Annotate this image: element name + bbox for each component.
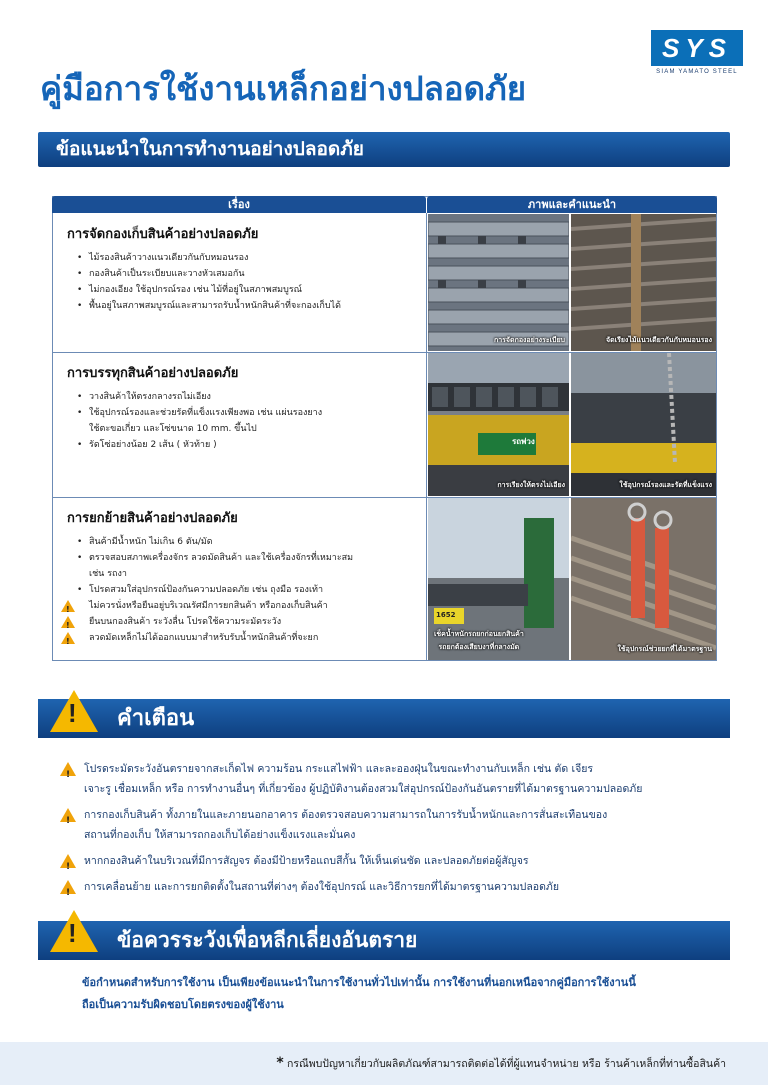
photo-truck-loaded: [428, 353, 569, 496]
warning-list: [58, 759, 748, 903]
warning-item: ! ไม่ควรนั่งหรือยืนอยู่บริเวณรัศมีการยกสินค้า หรือกองเก็บสินค้า: [67, 598, 416, 614]
photo-lifting-hooks: [571, 498, 716, 660]
list-item: • กองสินค้าเป็นระเบียบและวางหัวเสมอกัน: [77, 269, 245, 279]
list-item: • โปรดสวมใส่อุปกรณ์ป้องกันความปลอดภัย เช่น ถุงมือ รองเท้า: [77, 585, 323, 595]
table-row: [53, 499, 426, 659]
warning-triangle-icon: [60, 854, 76, 868]
row-title: การบรรทุกสินค้าอย่างปลอดภัย: [67, 366, 239, 381]
caution-title: ข้อควรระวังเพื่อหลีกเลี่ยงอันตราย: [117, 928, 418, 952]
bullet-list: [67, 389, 416, 453]
footer-note: * กรณีพบปัญหาเกี่ยวกับผลิตภัณฑ์สามารถติดต่อได้ที่ผู้แทนจำหน่าย หรือ ร้านค้าเหล็กที่ท่านซื้อสินค้า: [276, 1055, 726, 1071]
warning-item: ! ยืนบนกองสินค้า ระวังลื่น โปรดใช้ความระมัดระวัง: [67, 614, 416, 630]
column-divider: [426, 213, 427, 661]
warning-triangle-icon: [61, 616, 75, 628]
truck-sign: รถพ่วง: [512, 437, 535, 446]
truck-illustration: [428, 353, 569, 496]
photo-caption: เช็คน้ำหนักรถยกก่อนยกสินค้า รถยกต้องเสียบงาที่กลางมัด: [434, 630, 524, 651]
warning-triangle-icon: [61, 600, 75, 612]
chain-illustration: [571, 353, 716, 496]
warning-triangle-icon: !: [50, 910, 98, 952]
warning-item: ! ลวดมัดเหล็กไม่ได้ออกแบบมาสำหรับรับน้ำหนักสินค้าที่จะยก: [67, 630, 416, 646]
list-item: • สินค้ามีน้ำหนัก ไม่เกิน 6 ตัน/มัด: [77, 537, 213, 547]
warning-item: ! หากกองสินค้าในบริเวณที่มีการสัญจร ต้องมีป้ายหรือแถบสีกั้น ให้เห็นเด่นชัด และปลอดภัยต่อผู้สัญจร: [58, 851, 748, 871]
bullet-list: [67, 534, 416, 646]
warning-title: คำเตือน: [117, 706, 195, 731]
photo-forklift: [428, 498, 569, 660]
photo-caption: ใช้อุปกรณ์ช่วยยกที่ได้มาตรฐาน: [617, 645, 712, 653]
photo-caption: จัดเรียงไม้แนวเดียวกันกับหมอนรอง: [606, 336, 712, 344]
photo-caption: การจัดกองอย่างระเบียบ: [494, 336, 565, 344]
photo-chained-load: [571, 353, 716, 496]
page-title: คู่มือการใช้งานเหล็กอย่างปลอดภัย: [40, 69, 527, 108]
list-item: • ไม่กองเอียง ใช้อุปกรณ์รอง เช่น ไม้ที่อยู่ในสภาพสมบูรณ์: [77, 285, 303, 295]
row-title: การจัดกองเก็บสินค้าอย่างปลอดภัย: [67, 227, 259, 242]
warning-item: ! การเคลื่อนย้าย และการยกติดตั้งในสถานที่ต่างๆ ต้องใช้อุปกรณ์ และวิธีการยกที่ได้มาตรฐานความปลอดภัย: [58, 877, 748, 897]
photo-caption: การเรียงให้ตรงไม่เอียง: [497, 481, 565, 489]
warning-triangle-icon: [60, 808, 76, 822]
sign-number: 1652: [436, 611, 456, 619]
list-item: • รัดโซ่อย่างน้อย 2 เส้น ( หัวท้าย ): [77, 440, 217, 450]
list-item: • ใช้อุปกรณ์รองและช่วยรัดที่แข็งแรงเพียงพอ เช่น แผ่นรองยาง ใช้ตะขอเกี่ยว และโซ่ขนาด 10 mm. ขึ้นไป: [77, 408, 323, 434]
list-item: • ไม้รองสินค้าวางแนวเดียวกันกับหมอนรอง: [77, 253, 249, 263]
photo-aligned-supports: [571, 214, 716, 351]
hooks-illustration: [571, 498, 716, 660]
steel-beams-illustration: [428, 214, 569, 351]
steel-bars-illustration: [571, 214, 716, 351]
warning-triangle-icon: !: [50, 690, 98, 732]
photo-stacked-beams: [428, 214, 569, 351]
table-row: [53, 215, 426, 351]
warning-item: ! โปรดระมัดระวังอันตรายจากสะเก็ดไฟ ความร้อน กระแสไฟฟ้า และละอองฝุ่นในขณะทำงานกับเหล็ก เช่น ตัด เจียร เจาะรู เชื่อมเหล็ก หรือ การทำงานอื่นๆ ที่เกี่ยวข้อง ผู้ปฏิบัติงานต้องสวมใส่อุปกรณ์ป้องกันอันตรายที่ได้มาตรฐานความปลอดภัย: [58, 759, 748, 799]
section-title: ข้อแนะนำในการทำงานอย่างปลอดภัย: [56, 138, 364, 160]
warning-triangle-icon: [61, 632, 75, 644]
table-row: [53, 354, 426, 496]
table-header-images: ภาพและคำแนะนำ: [427, 196, 717, 213]
table-header-topic: เรื่อง: [52, 196, 426, 213]
disclaimer-text: ข้อกำหนดสำหรับการใช้งาน เป็นเพียงข้อแนะนำในการใช้งานทั่วไปเท่านั้น การใช้งานที่นอกเหนือจากคู่มือการใช้งานนี้ ถือเป็นความรับผิดชอบโดยตรงของผู้ใช้งาน: [82, 976, 636, 1011]
row-title: การยกย้ายสินค้าอย่างปลอดภัย: [67, 511, 238, 526]
warning-triangle-icon: [60, 880, 76, 894]
photo-caption: ใช้อุปกรณ์รองและรัดที่แข็งแรง: [619, 481, 712, 489]
list-item: • วางสินค้าให้ตรงกลางรถไม่เอียง: [77, 392, 211, 402]
list-item: • พื้นอยู่ในสภาพสมบูรณ์และสามารถรับน้ำหนักสินค้าที่จะกองเก็บได้: [77, 301, 341, 311]
list-item: • ตรวจสอบสภาพเครื่องจักร ลวดมัดสินค้า และใช้เครื่องจักรที่เหมาะสม เช่น รถงา: [77, 553, 354, 579]
brand-logo: [651, 30, 743, 75]
warning-triangle-icon: [60, 762, 76, 776]
bullet-list: [67, 250, 416, 314]
logo-mark: SYS: [651, 30, 743, 66]
warning-item: ! การกองเก็บสินค้า ทั้งภายในและภายนอกอาคาร ต้องตรวจสอบความสามารถในการรับน้ำหนักและการสั่นสะเทือนของ สถานที่กองเก็บ ให้สามารถกองเก็บได้อย่างแข็งแรงและมั่นคง: [58, 805, 748, 845]
company-name: SIAM YAMATO STEEL: [656, 69, 738, 75]
